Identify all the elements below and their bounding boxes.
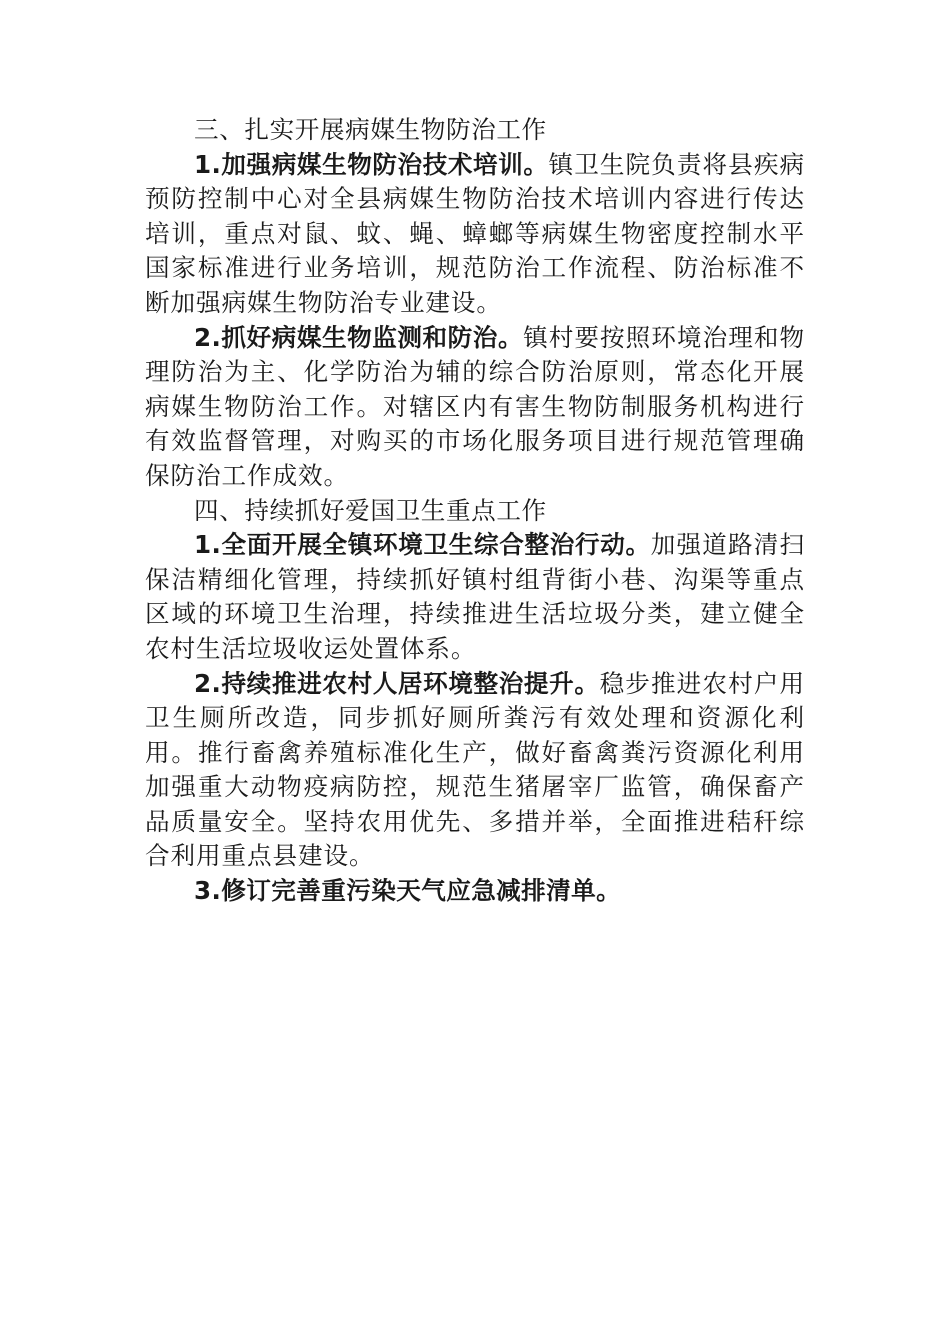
item-lead: 2.持续推进农村人居环境整治提升。: [194, 668, 600, 698]
item-body: 稳步推进农村户用卫生厕所改造，同步抓好厕所粪污有效处理和资源化利用。推行畜禽养殖标准化生产，做好畜禽粪污资源化利用加强重大动物疫病防控，规范生猪屠宰厂监管，确保畜产品质量安全。坚持农用优先、多措并举，全面推进秸秆综合利用重点县建设。: [145, 668, 805, 871]
item-lead: 2.抓好病媒生物监测和防治。: [194, 322, 524, 352]
section-4-item-1: [145, 528, 805, 666]
section-4-heading: 四、持续抓好爱国卫生重点工作: [194, 495, 547, 525]
section-3-item-2: [145, 321, 805, 494]
item-body: 镇村要按照环境治理和物理防治为主、化学防治为辅的综合防治原则，常态化开展病媒生物防治工作。对辖区内有害生物防制服务机构进行有效监督管理，对购买的市场化服务项目进行规范管理确保防治工作成效。: [145, 322, 805, 490]
section-4-item-2: [145, 667, 805, 875]
item-lead: 1.加强病媒生物防治技术培训。: [194, 149, 549, 179]
item-lead: 1.全面开展全镇环境卫生综合整治行动。: [194, 530, 651, 560]
section-4-item-3: [145, 874, 805, 909]
item-lead: 3.修订完善重污染天气应急减排清单。: [194, 876, 622, 906]
item-body: 加强道路清扫保洁精细化管理，持续抓好镇村组背街小巷、沟渠等重点区域的环境卫生治理，持续推进生活垃圾分类，建立健全农村生活垃圾收运处置体系。: [145, 530, 805, 663]
section-3-item-1: [145, 148, 805, 321]
section-3-heading: 三、扎实开展病媒生物防治工作: [194, 115, 547, 144]
item-body: 镇卫生院负责将县疾病预防控制中心对全县病媒生物防治技术培训内容进行传达培训，重点对鼠、蚊、蝇、蟑螂等病媒生物密度控制水平国家标准进行业务培训，规范防治工作流程、防治标准不断加强病媒生物防治专业建设。: [145, 149, 805, 317]
document-page: [145, 113, 805, 909]
